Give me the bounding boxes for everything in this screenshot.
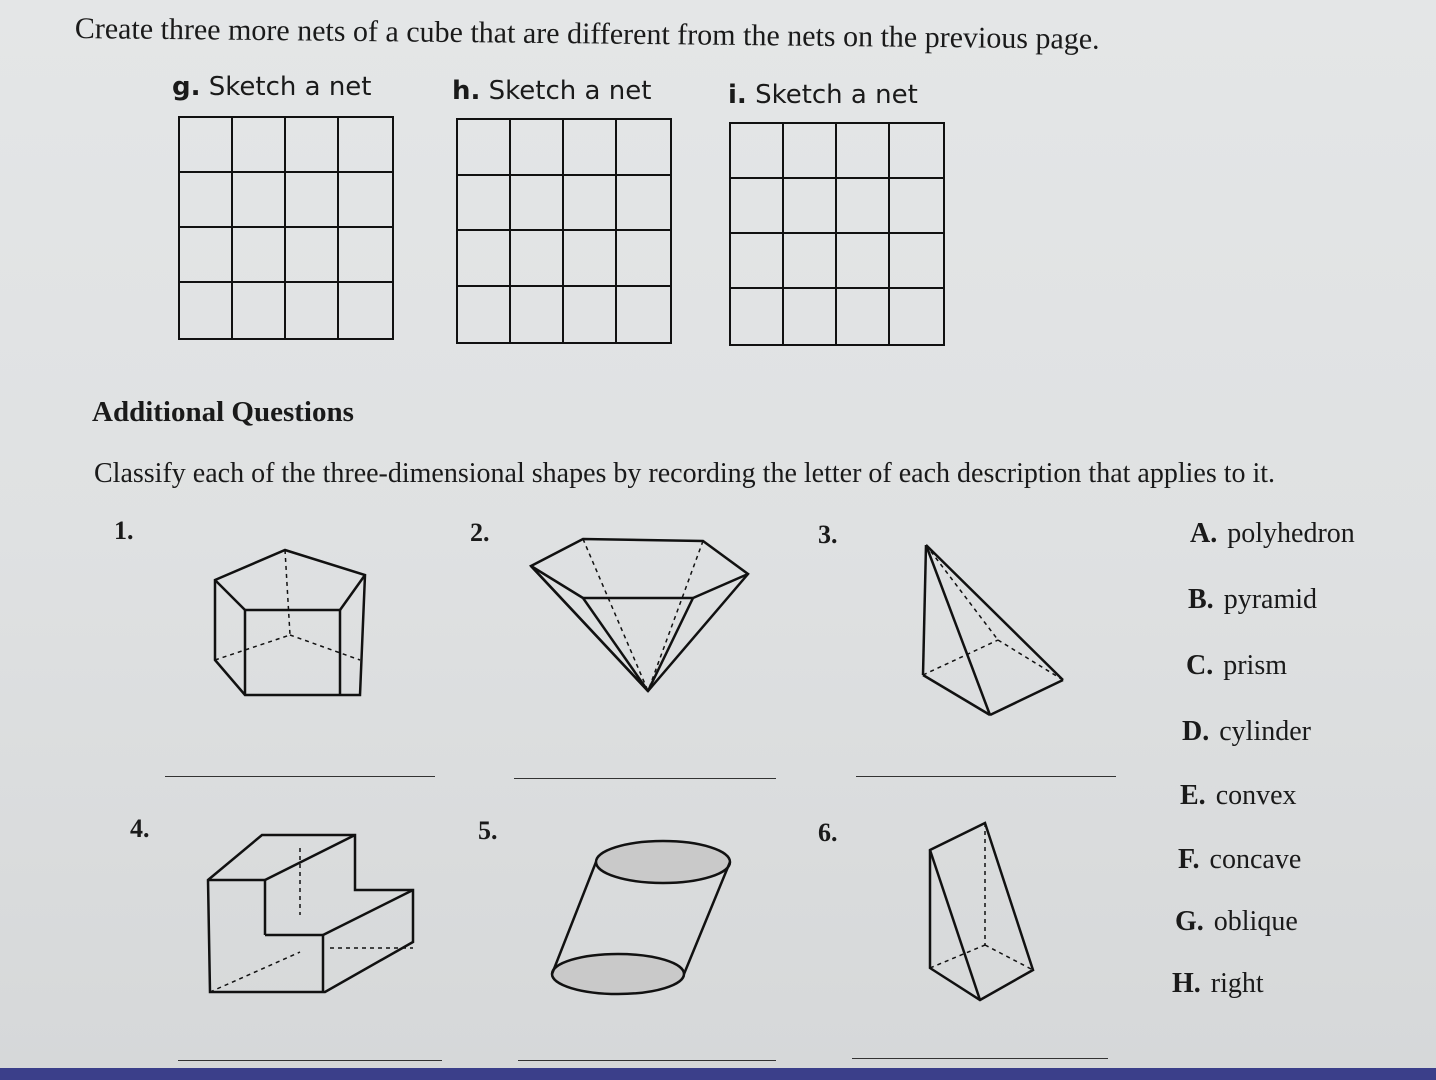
question-2-number: 2.	[470, 518, 490, 547]
option-d	[1182, 716, 1311, 748]
question-3-number: 3.	[818, 520, 838, 549]
option-e-text: convex	[1215, 780, 1297, 811]
net-h-letter: h.	[452, 76, 481, 106]
option-g-text: oblique	[1213, 906, 1298, 937]
net-h-label	[452, 76, 651, 106]
answer-line-5[interactable]	[518, 1060, 776, 1061]
net-g-grid[interactable]	[178, 116, 394, 340]
option-f-letter: F.	[1178, 844, 1200, 875]
option-g-letter: G.	[1175, 906, 1204, 937]
step-prism-figure	[205, 830, 420, 1000]
answer-line-6[interactable]	[852, 1058, 1108, 1059]
option-e-letter: E.	[1180, 780, 1206, 811]
option-h	[1172, 968, 1264, 1000]
option-f-text: concave	[1209, 844, 1302, 875]
question-4-number: 4.	[130, 814, 150, 843]
hexagonal-pyramid-figure	[528, 536, 753, 701]
question-6-number: 6.	[818, 818, 838, 847]
triangular-pyramid-figure	[918, 540, 1073, 720]
triangular-prism-figure	[925, 820, 1040, 1005]
option-c-letter: C.	[1186, 650, 1214, 681]
net-i-letter: i.	[728, 80, 747, 110]
option-d-text: cylinder	[1219, 716, 1311, 747]
net-h-grid[interactable]	[456, 118, 672, 344]
option-a-letter: A.	[1190, 518, 1218, 549]
option-c-text: prism	[1223, 650, 1288, 681]
net-i-label	[728, 80, 918, 110]
option-c	[1186, 650, 1287, 682]
option-f	[1178, 844, 1301, 876]
option-a-text: polyhedron	[1227, 518, 1355, 549]
classify-instruction: Classify each of the three-dimensional shapes by recording the letter of each description that applies to it.	[94, 458, 1276, 489]
answer-line-3[interactable]	[856, 776, 1116, 777]
option-h-letter: H.	[1172, 968, 1201, 999]
answer-line-1[interactable]	[165, 776, 435, 777]
screen-bottom-bar	[0, 1068, 1436, 1080]
question-5-number: 5.	[478, 816, 498, 845]
net-g-letter: g.	[172, 72, 201, 102]
option-e	[1180, 780, 1297, 812]
answer-line-2[interactable]	[514, 778, 776, 779]
option-b-letter: B.	[1188, 584, 1214, 615]
option-g	[1175, 906, 1298, 938]
pentagonal-prism-figure	[210, 545, 375, 705]
option-a	[1190, 518, 1355, 550]
net-i-grid[interactable]	[729, 122, 945, 346]
net-i-text: Sketch a net	[755, 80, 918, 110]
answer-line-4[interactable]	[178, 1060, 442, 1061]
option-b-text: pyramid	[1223, 584, 1317, 615]
oblique-cylinder-figure	[548, 838, 733, 998]
question-1-number: 1.	[114, 516, 134, 545]
option-h-text: right	[1210, 968, 1264, 999]
option-d-letter: D.	[1182, 716, 1210, 747]
net-g-text: Sketch a net	[208, 72, 372, 102]
option-b	[1188, 584, 1317, 616]
additional-questions-heading: Additional Questions	[92, 396, 354, 428]
net-h-text: Sketch a net	[488, 76, 652, 106]
net-instruction: Create three more nets of a cube that are different from the nets on the previous page.	[74, 12, 1100, 56]
net-g-label	[172, 72, 372, 102]
